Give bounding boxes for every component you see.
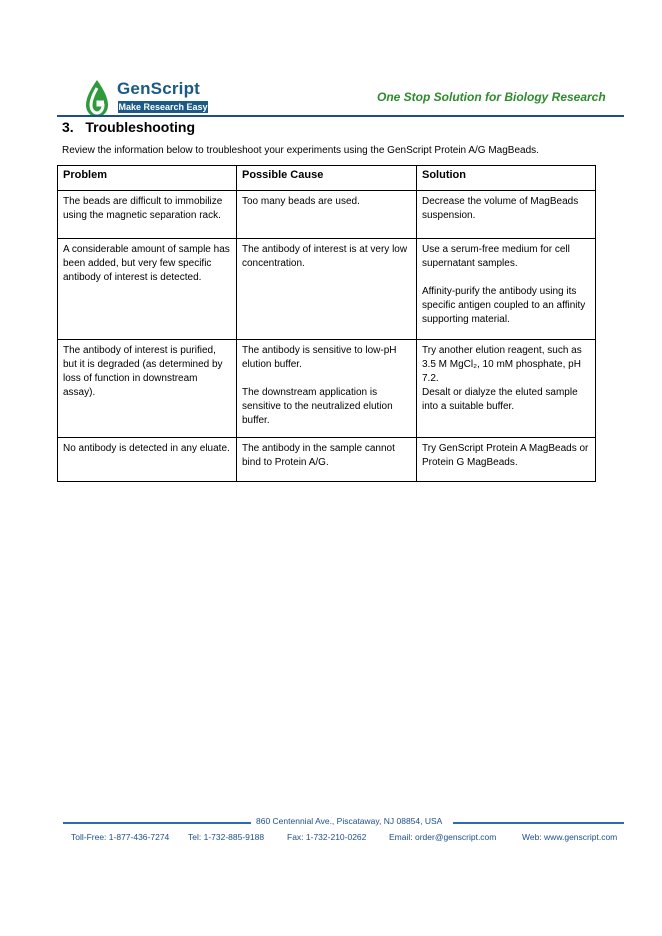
footer-web-link[interactable]: Web: www.genscript.com [522, 832, 618, 842]
table-header-row [58, 166, 596, 191]
cause-cell: The antibody is sensitive to low-pH elution buffer. The downstream application is sensitive to the neutralized elution buffer. [237, 340, 417, 438]
header-slogan: One Stop Solution for Biology Research [377, 90, 606, 104]
solution-cell: Use a serum-free medium for cell supernatant samples. Affinity-purify the antibody using its specific antigen coupled to an affinity supporting material. [417, 239, 596, 340]
footer-address: 860 Centennial Ave., Piscataway, NJ 08854, USA [256, 816, 443, 826]
table-row [58, 340, 596, 438]
cause-cell: Too many beads are used. [237, 191, 417, 239]
footer-tel: Tel: 1-732-885-9188 [188, 832, 265, 842]
solution-cell: Decrease the volume of MagBeads suspension. [417, 191, 596, 239]
section-heading: 3. Troubleshooting [62, 119, 195, 135]
footer-divider-right [453, 822, 624, 824]
cause-cell: The antibody of interest is at very low concentration. [237, 239, 417, 340]
header-divider [57, 115, 624, 117]
problem-cell: The beads are difficult to immobilize using the magnetic separation rack. [58, 191, 237, 239]
problem-cell: The antibody of interest is purified, but it is degraded (as determined by loss of function in downstream assay). [58, 340, 237, 438]
solution-cell: Try GenScript Protein A MagBeads or Protein G MagBeads. [417, 438, 596, 482]
cause-cell: The antibody in the sample cannot bind to Protein A/G. [237, 438, 417, 482]
table-row [58, 191, 596, 239]
brand-tagline: Make Research Easy [118, 102, 208, 112]
troubleshooting-table [57, 165, 596, 482]
footer-contacts [71, 832, 617, 844]
footer-divider-left [63, 822, 251, 824]
table-row [58, 239, 596, 340]
footer-email-link[interactable]: Email: order@genscript.com [389, 832, 497, 842]
solution-cell: Try another elution reagent, such as 3.5 M MgCl₂, 10 mM phosphate, pH 7.2. Desalt or dialyze the eluted sample into a suitable buffer. [417, 340, 596, 438]
column-header-solution: Solution [417, 166, 596, 191]
brand-name: GenScript [117, 79, 201, 98]
problem-cell: A considerable amount of sample has been added, but very few specific antibody of interest is detected. [58, 239, 237, 340]
column-header-cause: Possible Cause [237, 166, 417, 191]
problem-cell: No antibody is detected in any eluate. [58, 438, 237, 482]
footer-toll-free: Toll-Free: 1-877-436-7274 [71, 832, 170, 842]
table-row [58, 438, 596, 482]
footer-fax: Fax: 1-732-210-0262 [287, 832, 367, 842]
intro-paragraph: Review the information below to troubleshoot your experiments using the GenScript Protein A/G MagBeads. [62, 145, 539, 156]
column-header-problem: Problem [58, 166, 237, 191]
